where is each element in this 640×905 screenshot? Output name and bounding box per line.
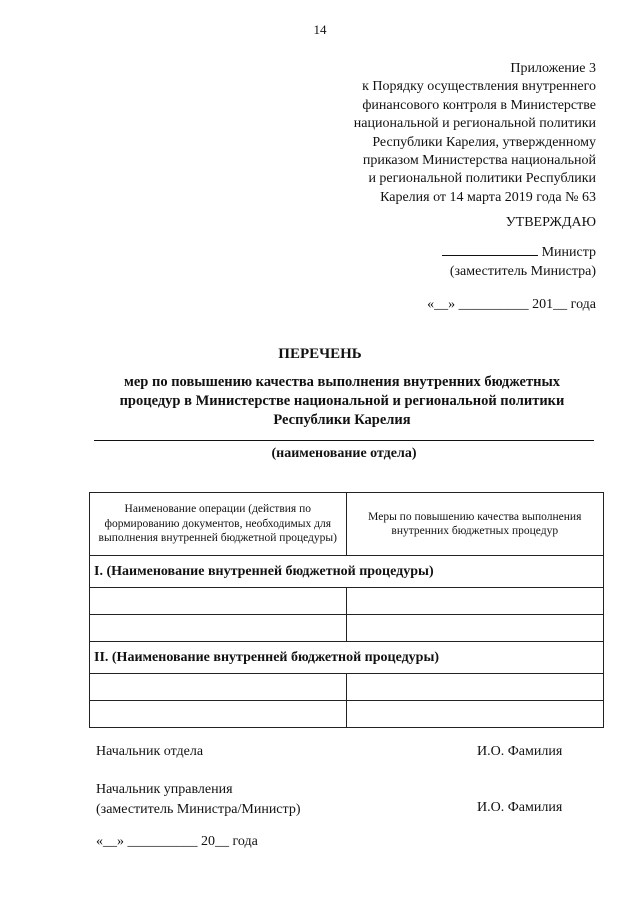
department-label: (наименование отдела) <box>271 446 417 461</box>
table-row <box>90 701 604 728</box>
subtitle-line: процедур в Министерстве национальной и региональной политики <box>119 393 565 409</box>
appendix-line: финансового контроля в Министерстве <box>362 97 596 113</box>
section-title: II. (Наименование внутренней бюджетной процедуры) <box>90 642 604 674</box>
table-header-measures: Меры по повышению качества выполнения внутренних бюджетных процедур <box>346 493 603 556</box>
admin-head-label <box>96 780 300 820</box>
table-cell <box>90 674 347 701</box>
table-cell <box>346 674 603 701</box>
admin-head-name: И.О. Фамилия <box>477 800 563 815</box>
admin-head-label-line: (заместитель Министра/Министр) <box>96 802 301 817</box>
table-cell <box>90 588 347 615</box>
approval-signature-block <box>442 243 596 281</box>
signature-blank <box>442 243 538 256</box>
subtitle-line: Республики Карелия <box>273 412 411 428</box>
approval-heading: УТВЕРЖДАЮ <box>505 215 596 230</box>
document-title: ПЕРЕЧЕНЬ <box>278 346 362 362</box>
appendix-line: Республики Карелия, утвержденному <box>372 134 596 150</box>
table-cell <box>346 588 603 615</box>
appendix-block <box>296 60 596 207</box>
subtitle-line: мер по повышению качества выполнения внутренних бюджетных <box>123 374 561 390</box>
approval-position: Министр <box>541 245 596 260</box>
table-row <box>90 615 604 642</box>
dept-head-label: Начальник отдела <box>96 744 204 759</box>
approval-date-line: «__» __________ 201__ года <box>427 297 596 312</box>
table-cell <box>346 615 603 642</box>
table-section-row <box>90 642 604 674</box>
department-name-line <box>94 440 594 441</box>
appendix-line: и региональной политики Республики <box>368 171 596 187</box>
table-row <box>90 674 604 701</box>
table-cell <box>346 701 603 728</box>
signature-date-line: «__» __________ 20__ года <box>96 834 258 849</box>
table-header-row <box>90 493 604 556</box>
appendix-line: приказом Министерства национальной <box>362 153 596 169</box>
table-section-row <box>90 556 604 588</box>
section-title: I. (Наименование внутренней бюджетной процедуры) <box>90 556 604 588</box>
table-cell <box>90 701 347 728</box>
appendix-line: Карелия от 14 марта 2019 года № 63 <box>380 189 596 205</box>
approval-position-note: (заместитель Министра) <box>449 264 596 279</box>
appendix-line: национальной и региональной политики <box>353 116 596 132</box>
table-header-operation: Наименование операции (действия по формированию документов, необходимых для выполнения внутренней бюджетной процедуры) <box>90 493 347 556</box>
appendix-line: к Порядку осуществления внутреннего <box>362 79 596 95</box>
admin-head-label-line: Начальник управления <box>96 782 233 797</box>
document-subtitle <box>92 373 592 430</box>
table-cell <box>90 615 347 642</box>
appendix-line: Приложение 3 <box>510 61 596 76</box>
table-row <box>90 588 604 615</box>
dept-head-name: И.О. Фамилия <box>477 744 563 759</box>
measures-table <box>89 492 604 728</box>
page-number: 14 <box>313 22 327 37</box>
